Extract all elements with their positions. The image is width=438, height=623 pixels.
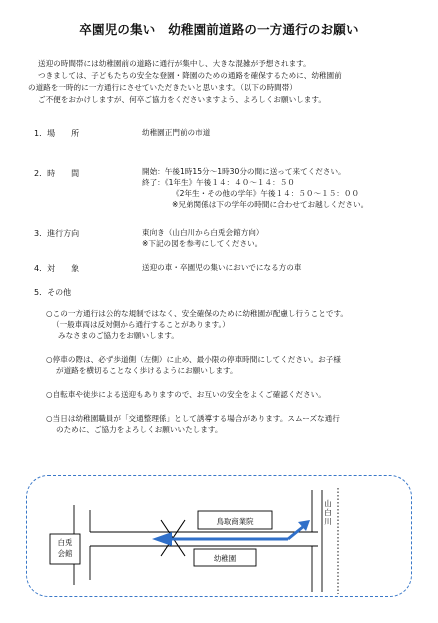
intro-line: ご不便をおかけしますが、何卒ご協力をくださいますよう、よろしくお願いします。	[38, 95, 326, 104]
other-item-1-line2: （一般車両は反対側から通行することがあります。）	[52, 320, 230, 329]
intro-line: 送迎の時間帯には幼稚園前の道路に通行が集中し、大きな混雑が予想されます。	[38, 59, 311, 68]
other-item-2-line2: が道路を横切ることなく歩けるようにお願いします。	[56, 366, 238, 375]
time-start: 開始：午後1時15分～1時30分の間に送って来てください。	[142, 167, 346, 176]
school-label: 鳥取商業院	[216, 517, 254, 526]
page-title: 卒園児の集い 幼稚園前道路の一方通行のお願い	[79, 22, 359, 37]
time-end-others: 《2年生・その他の学年》午後１４：５０～１５：００	[172, 189, 360, 198]
intro-line: の道路を一時的に一方通行にさせていただきたいと思います。（以下の時間帯）	[28, 83, 297, 92]
section-other-label: 5．その他	[34, 288, 72, 297]
section-direction-label: 3．進行方向	[34, 229, 80, 238]
other-item-1-line1: ○この一方通行は公的な規制ではなく、安全確保のために幼稚園が配慮し行うことです。	[46, 309, 349, 318]
section-time-label: 2．時 間	[34, 169, 80, 178]
kindergarten-label: 幼稚園	[213, 554, 237, 563]
section-place-value: 幼稚園正門前の市道	[142, 128, 211, 137]
river-label-1: 山	[324, 499, 332, 508]
hall-label-line1: 白兎	[57, 538, 73, 547]
other-item-1-line3: みなさまのご協力をお願いします。	[58, 331, 179, 340]
section-target-label: 4．対 象	[34, 264, 80, 273]
other-item-4-line2: のために、ご協力をよろしくお願いいたします。	[56, 425, 223, 434]
other-item-2-line1: ○停車の際は、必ず歩道側（左側）に止め、最小限の停車時間にしてください。お子様	[46, 355, 341, 364]
section-place-label: 1．場 所	[34, 129, 80, 138]
hall-label-line2: 会館	[57, 549, 73, 558]
time-note: ※兄弟関係は下の学年の時間に合わせてお越しください。	[172, 200, 369, 209]
river-label-2: 白	[324, 508, 332, 517]
intro-line: つきましては、子どもたちの安全な登園・降園のための通路を確保するために、幼稚園前	[38, 71, 342, 80]
direction-note: ※下記の図を参考にしてください。	[142, 239, 263, 248]
time-end-first: 終了：《1年生》午後１４：４０～１４：５０	[142, 178, 295, 187]
river-label-3: 川	[324, 517, 332, 526]
section-target-value: 送迎の車・卒園児の集いにおいでになる方の車	[142, 263, 302, 272]
other-item-3-line1: ○自転車や徒歩による送迎もありますので、お互いの安全をよくご確認ください。	[46, 390, 326, 399]
other-item-4-line1: ○当日は幼稚園職員が「交通整理係」として誘導する場合があります。スムーズな通行	[46, 414, 340, 423]
direction-value: 東向き（山白川から白兎会館方向）	[142, 228, 264, 237]
